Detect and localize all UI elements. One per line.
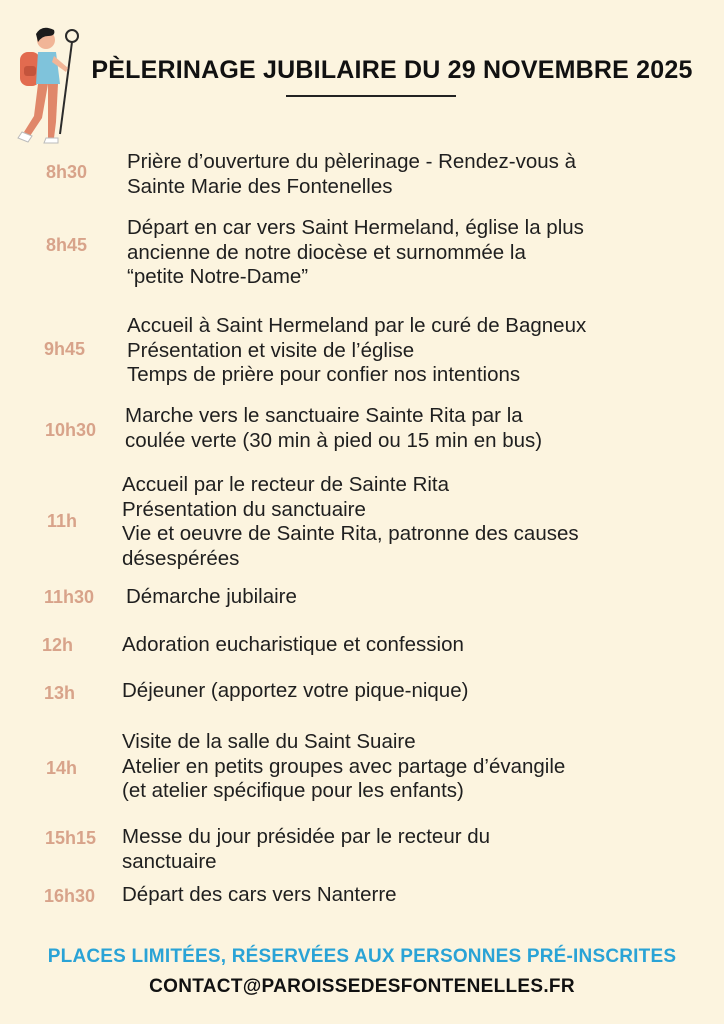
schedule-time: 14h bbox=[46, 758, 78, 778]
schedule-time: 13h bbox=[44, 683, 76, 703]
schedule-description: Départ en car vers Saint Hermeland, église la plus ancienne de notre diocèse et surnommée la “petite Notre-Dame” bbox=[127, 216, 584, 288]
schedule-time: 16h30 bbox=[44, 886, 96, 906]
schedule-time: 8h30 bbox=[46, 162, 88, 182]
schedule-description: Messe du jour présidée par le recteur du sanctuaire bbox=[122, 825, 491, 873]
schedule-description: Départ des cars vers Nanterre bbox=[122, 883, 397, 906]
schedule-description: Démarche jubilaire bbox=[126, 585, 297, 608]
schedule-time: 11h30 bbox=[44, 587, 95, 607]
schedule-time: 15h15 bbox=[45, 828, 97, 848]
schedule-time: 9h45 bbox=[44, 339, 86, 359]
schedule-time: 10h30 bbox=[45, 420, 97, 440]
schedule-description: Accueil par le recteur de Sainte Rita Présentation du sanctuaire Vie et oeuvre de Sainte Rita, patronne des causes désespérées bbox=[122, 473, 579, 570]
hiking-pilgrim-illustration bbox=[12, 22, 88, 144]
schedule-time: 8h45 bbox=[46, 235, 88, 255]
schedule-description: Accueil à Saint Hermeland par le curé de Bagneux Présentation et visite de l’église Temps de prière pour confier nos intentions bbox=[127, 314, 587, 386]
schedule-time: 11h bbox=[47, 511, 78, 531]
schedule-description: Prière d’ouverture du pèlerinage - Rendez-vous à Sainte Marie des Fontenelles bbox=[127, 150, 576, 198]
limited-places-notice: PLACES LIMITÉES, RÉSERVÉES AUX PERSONNES PRÉ-INSCRITES bbox=[47, 946, 677, 967]
schedule-description: Visite de la salle du Saint Suaire Atelier en petits groupes avec partage d’évangile (et atelier spécifique pour les enfants) bbox=[122, 730, 566, 802]
page-title: PÈLERINAGE JUBILAIRE DU 29 NOVEMBRE 2025 bbox=[91, 56, 693, 84]
schedule-time: 12h bbox=[42, 635, 74, 655]
schedule-description: Déjeuner (apportez votre pique-nique) bbox=[122, 679, 469, 702]
contact-email[interactable]: CONTACT@PAROISSEDESFONTENELLES.FR bbox=[149, 976, 575, 997]
title-underline bbox=[286, 95, 456, 97]
schedule-description: Marche vers le sanctuaire Sainte Rita par la coulée verte (30 min à pied ou 15 min en bus) bbox=[125, 404, 543, 452]
schedule-description: Adoration eucharistique et confession bbox=[122, 633, 464, 656]
